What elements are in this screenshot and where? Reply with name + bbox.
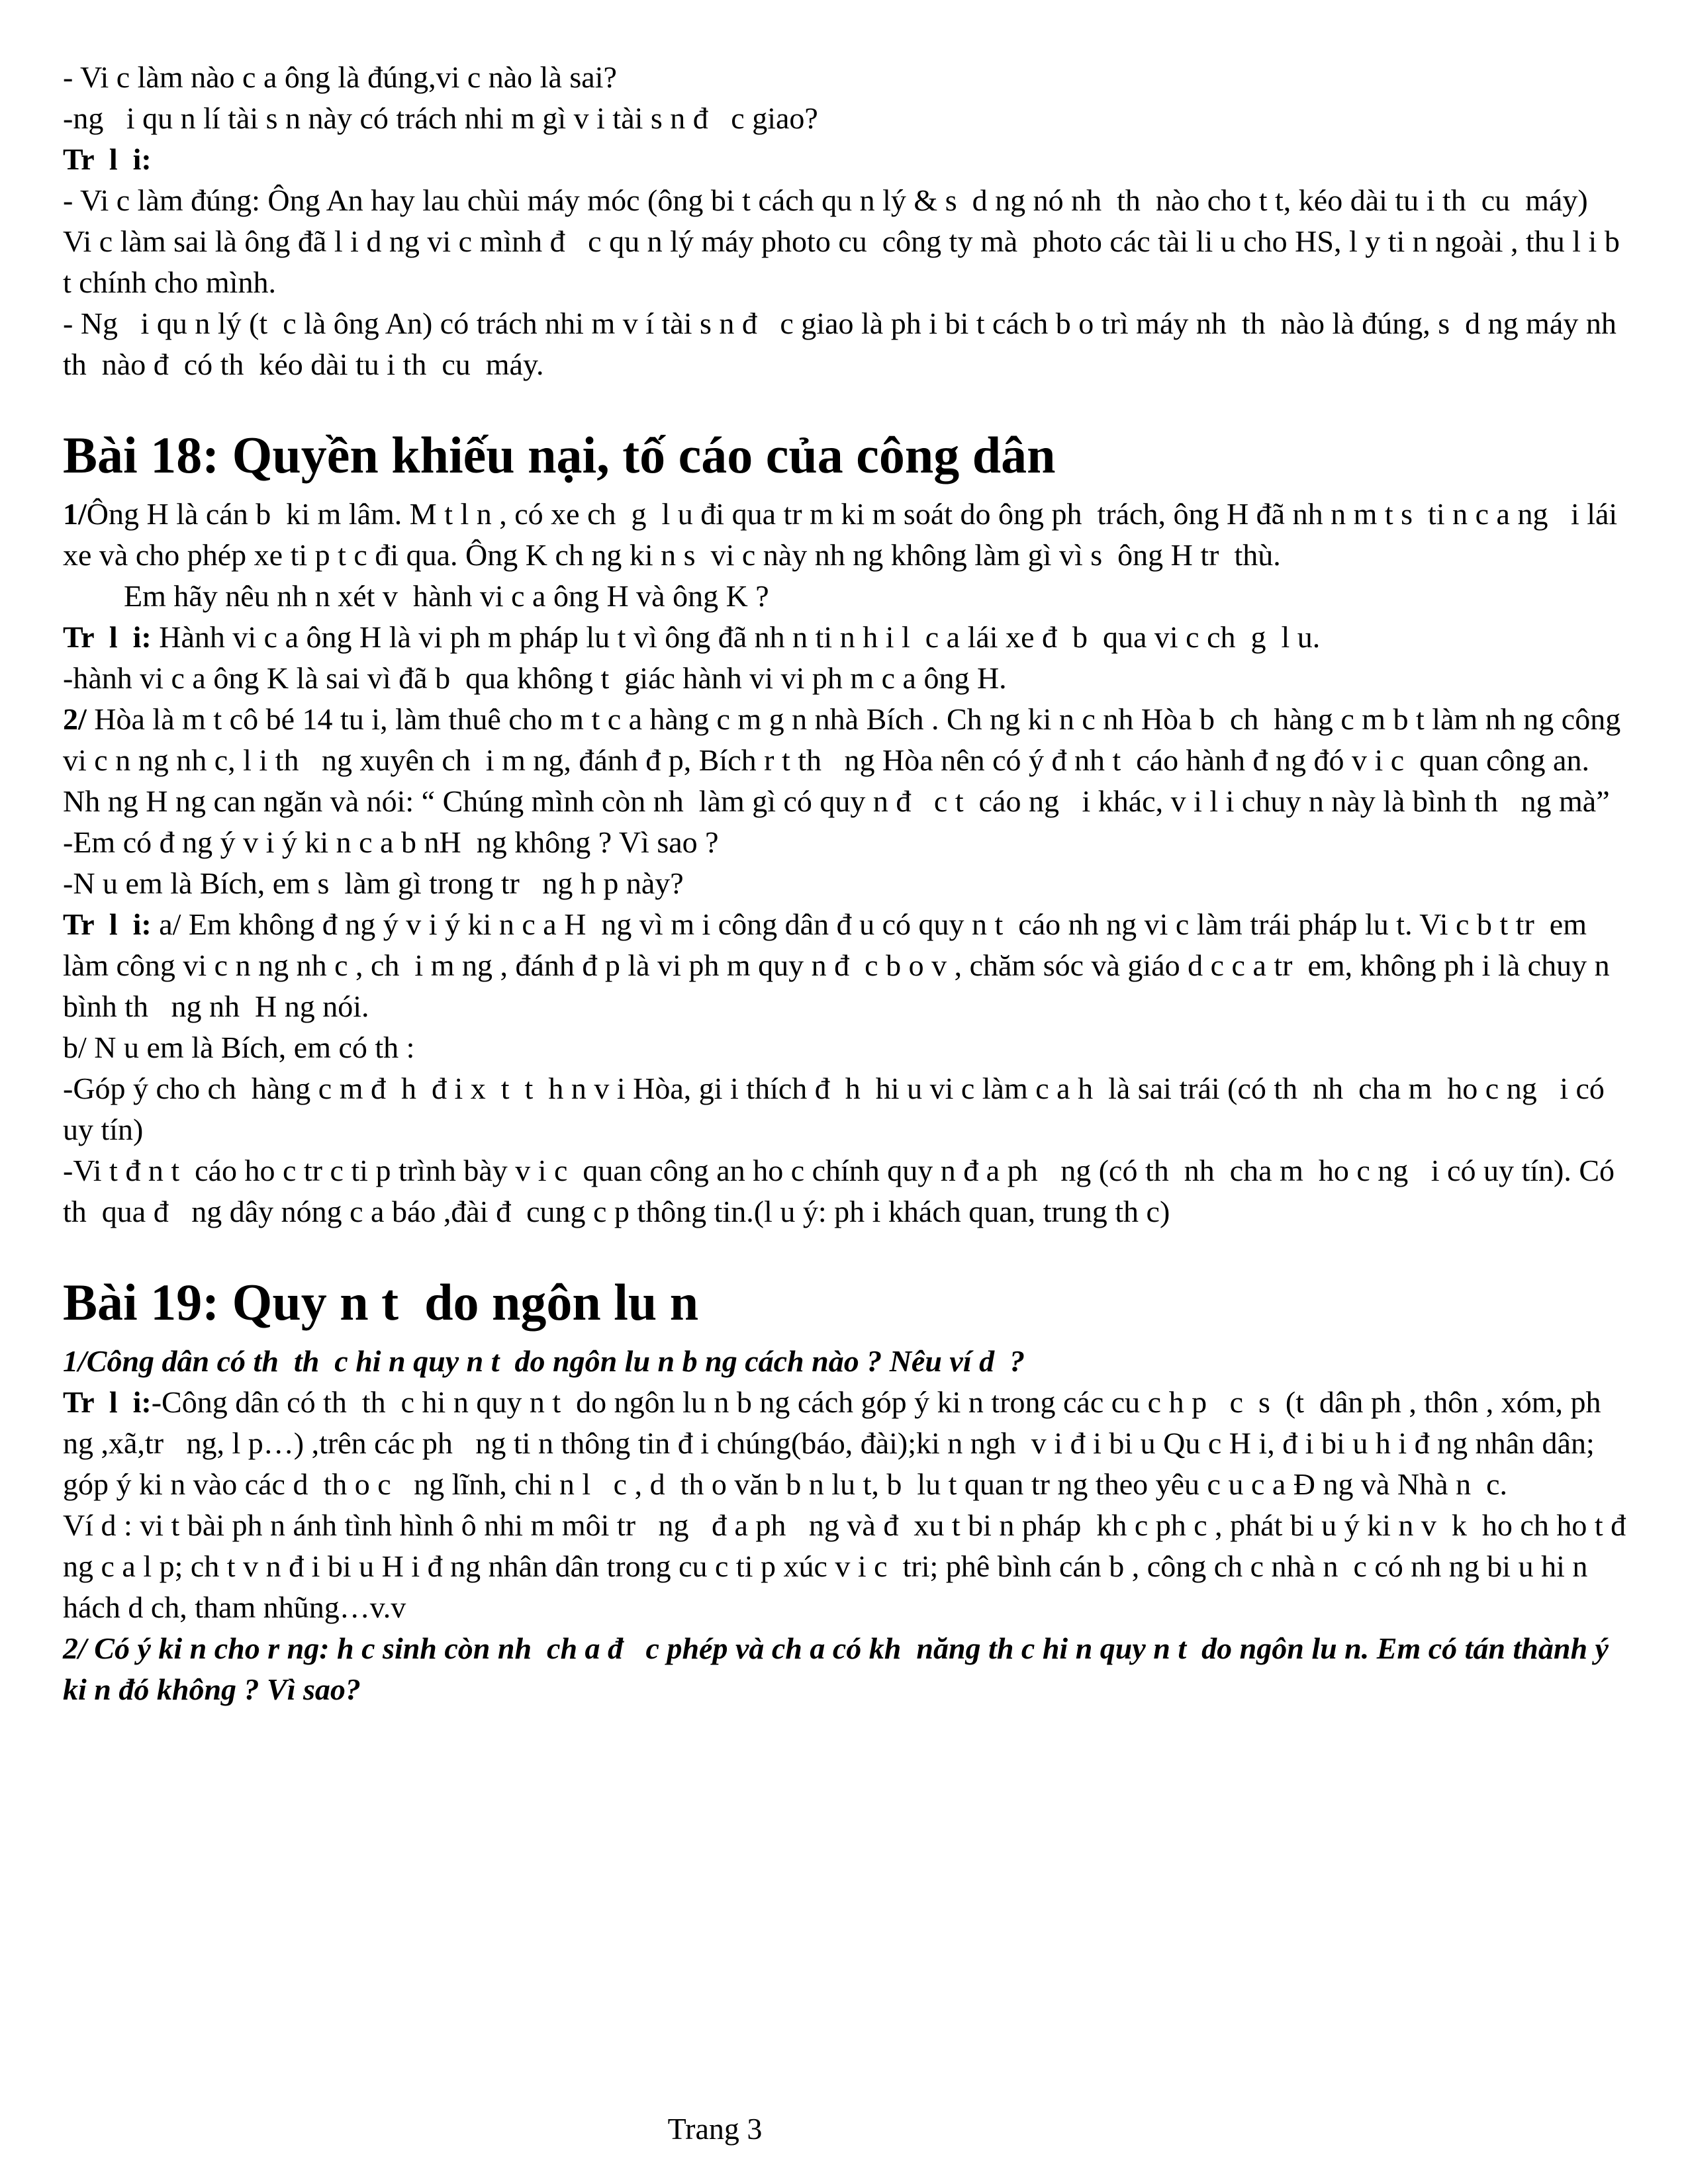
text-run: Công dân có th th c hi n quy n t do ngôn lu n b ng cách nào ? Nêu ví d ? — [86, 1344, 1025, 1378]
answer-2-option-gop-y — [63, 1068, 1634, 1150]
answer-label: Tr l i: — [63, 1385, 152, 1419]
text-run: - Vi c làm nào c a ông là đúng,vi c nào là sai? — [63, 60, 617, 94]
heading-bai-18 — [63, 421, 1634, 490]
heading-bai-19 — [63, 1268, 1634, 1337]
text-run: b/ N u em là Bích, em có th : — [63, 1030, 415, 1064]
text-run: Hòa là m t cô bé 14 tu i, làm thuê cho m t c a hàng c m g n nhà Bích . Ch ng ki n c nh Hòa b ch hàng c m b t làm nh ng công vi c n ng nh c, l i th ng xuyên ch i m ng, đánh đ p, Bích r t th ng Hòa nên có ý đ nh t cáo hành đ ng đó v i c quan công an. Nh ng H ng can ngăn và nói: “ Chúng mình còn nh làm gì có quy n đ c t cáo ng i khác, v i l i chuy n này là bình th ng mà” — [63, 702, 1628, 818]
answer-1-bai-18-cont — [63, 658, 1634, 699]
exercise-2-question-b — [63, 863, 1634, 904]
heading-text: Bài 18: Quyền khiếu nại, tố cáo của công dân — [63, 426, 1056, 484]
text-run: Vi c làm sai là ông đã l i d ng vi c mình đ c qu n lý máy photo cu công ty mà photo các tài li u cho HS, l y ti n ngoài , thu l i b t chính cho mình. — [63, 224, 1628, 299]
page-number — [0, 2109, 1430, 2150]
answer-2-option-to-cao — [63, 1150, 1634, 1232]
exercise-1-question — [63, 576, 1634, 617]
question-nguoi-quan-li — [63, 98, 1634, 139]
exercise-2-bai-19 — [63, 1628, 1634, 1710]
answer-label: Tr l i: — [63, 620, 160, 654]
example-vi-du — [63, 1505, 1634, 1628]
answer-label: Tr l i: — [63, 907, 160, 941]
heading-text: Bài 19: Quy n t do ngôn lu n — [63, 1273, 699, 1331]
exercise-number: 1/ — [63, 497, 87, 531]
question-viec-lam-dung-sai — [63, 57, 1634, 98]
page-number-label: Trang 3 — [667, 2112, 763, 2146]
text-run: 2/ Có ý ki n cho r ng: h c sinh còn nh ch a đ c phép và ch a có kh năng th c hi n quy n t do ngôn lu n. Em có tán thành ý ki n đó không ? Vì sao? — [63, 1631, 1617, 1706]
exercise-1-bai-18 — [63, 494, 1634, 576]
text-run: Em hãy nêu nh n xét v hành vi c a ông H và ông K ? — [124, 579, 769, 613]
text-run: a/ Em không đ ng ý v i ý ki n c a H ng vì m i công dân đ u có quy n t cáo nh ng vi c làm trái pháp lu t. Vi c b t tr em làm công vi c n ng nh c , ch i m ng , đánh đ p là vi ph m quy n đ c b o v , chăm sóc và giáo d c c a tr em, không ph i là chuy n bình th ng nh H ng nói. — [63, 907, 1618, 1023]
text-run: - Vi c làm đúng: Ông An hay lau chùi máy móc (ông bi t cách qu n lý & s d ng nó nh th nào cho t t, kéo dài tu i th cu máy) — [63, 183, 1588, 217]
answer-1-bai-19 — [63, 1382, 1634, 1505]
answer-2-bai-18-a — [63, 904, 1634, 1027]
exercise-2-question-a — [63, 822, 1634, 863]
text-run: -ng i qu n lí tài s n này có trách nhi m gì v i tài s n đ c giao? — [63, 101, 818, 135]
exercise-1-bai-19 — [63, 1341, 1634, 1382]
text-run: - Ng i qu n lý (t c là ông An) có trách nhi m v í tài s n đ c giao là ph i bi t cách b o trì máy nh th nào là đúng, s d ng máy nh th nào đ có th kéo dài tu i th cu máy. — [63, 306, 1632, 381]
exercise-2-bai-18 — [63, 699, 1634, 822]
answer-viec-lam-sai — [63, 221, 1634, 303]
text-run: -Góp ý cho ch hàng c m đ h đ i x t t h n v i Hòa, gi i thích đ h hi u vi c làm c a h là sai trái (có th nh cha m ho c ng i có uy tín) — [63, 1071, 1613, 1146]
answer-nguoi-quan-ly — [63, 303, 1634, 385]
answer-1-bai-18 — [63, 617, 1634, 658]
text-run: Ông H là cán b ki m lâm. M t l n , có xe ch g l u đi qua tr m ki m soát do ông ph trách, ông H đã nh n m t s ti n c a ng i lái xe và cho phép xe ti p t c đi qua. Ông K ch ng ki n s vi c này nh ng không làm gì vì s ông H tr thù. — [63, 497, 1625, 572]
text-run: -Vi t đ n t cáo ho c tr c ti p trình bày v i c quan công an ho c chính quy n đ a ph ng (có th nh cha m ho c ng i có uy tín). Có th qua đ ng dây nóng c a báo ,đài đ cung c p thông tin.(l u ý: ph i khách quan, trung th c) — [63, 1154, 1622, 1228]
text-run: -hành vi c a ông K là sai vì đã b qua không t giác hành vi vi ph m c a ông H. — [63, 661, 1007, 695]
text-run: Ví d : vi t bài ph n ánh tình hình ô nhi m môi tr ng đ a ph ng và đ xu t bi n pháp kh c ph c , phát bi u ý ki n v k ho ch ho t đ ng c a l p; ch t v n đ i bi u H i đ ng nhân dân trong cu c ti p xúc v i c tri; phê bình cán b , công ch c nhà n c có nh ng bi u hi n hách d ch, tham nhũng…v.v — [63, 1508, 1634, 1624]
exercise-number: 1/ — [63, 1344, 87, 1378]
answer-2-bai-18-b-intro — [63, 1027, 1634, 1068]
text-run: -Công dân có th th c hi n quy n t do ngôn lu n b ng cách góp ý ki n trong các cu c h p c s (t dân ph , thôn , xóm, ph ng ,xã,tr ng, l p…) ,trên các ph ng ti n thông tin đ i chúng(báo, đài);ki n ngh v i đ i bi u Qu c H i, đ i bi u h i đ ng nhân dân; góp ý ki n vào các d th o c ng lĩnh, chi n l c , d th o văn b n lu t, b lu t quan tr ng theo yêu c u c a Đ ng và Nhà n c. — [63, 1385, 1624, 1501]
text-run: Tr l i: — [63, 142, 152, 176]
text-run: -N u em là Bích, em s làm gì trong tr ng h p này? — [63, 866, 684, 900]
text-run: Hành vi c a ông H là vi ph m pháp lu t vì ông đã nh n ti n h i l c a lái xe đ b qua vi c ch g l u. — [159, 620, 1321, 654]
answer-viec-lam-dung — [63, 180, 1634, 221]
exercise-number: 2/ — [63, 702, 87, 736]
answer-label — [63, 139, 1634, 180]
text-run: -Em có đ ng ý v i ý ki n c a b nH ng không ? Vì sao ? — [63, 825, 719, 859]
